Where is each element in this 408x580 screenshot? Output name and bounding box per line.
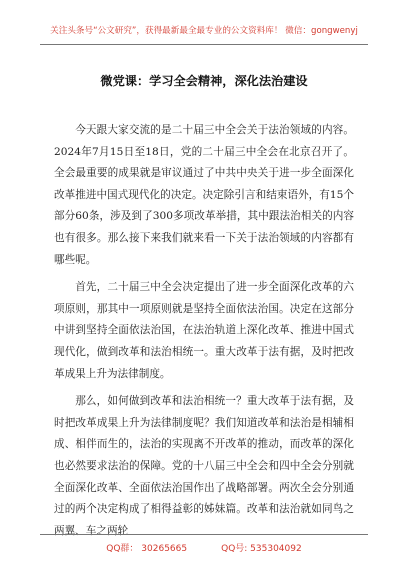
paragraph: 那么，如何做到改革和法治相统一？重大改革于法有据，及时把改革成果上升为法律制度呢？我们知道改革和法治是相辅相成、相伴而生的，法治的实现离不开改革的推动，而改革的深化也必然要求法治的保障。党的十八届三中全会和四中全会分别就全面深化改革、全面依法治国作出了战略部署。两次全会分别通过的两个决定构成了相得益彰的姊妹篇。改革和法治就如同鸟之两翼、车之两轮: [54, 395, 354, 537]
document-body: [54, 120, 354, 548]
header-banner: 关注头条号“公文研究”，获得最新最全最专业的公文资料库！ 微信：gongwenyj: [40, 18, 368, 45]
document-title: 微党课：学习全会精神，深化法治建设: [100, 74, 308, 88]
footer-qq-number: QQ号: 535304092: [221, 544, 302, 554]
paragraph: 今天跟大家交流的是二十届三中全会关于法治领域的内容。2024年7月15日至18日，党的二十届三中全会在北京召开了。全会最重要的成果就是审议通过了中共中央关于进一步全面深化改革推进中国式现代化的决定。决定除引言和结束语外，有15个部分60条，涉及到了300多项改革举措，其中跟法治相关的内容也有很多。那么接下来我们就来看一下关于法治领域的内容都有哪些呢。: [54, 124, 354, 266]
footer-qq-group: QQ群： 30265665: [106, 544, 188, 554]
footer: [40, 534, 368, 554]
paragraph: 首先，二十届三中全会决定提出了进一步全面深化改革的六项原则，那其中一项原则就是坚持全面依法治国。决定在这部分中讲到坚持全面依法治国，在法治轨道上深化改革、推进中国式现代化，做到改革和法治相统一。重大改革于法有据，及时把改革成果上升为法律制度。: [54, 281, 354, 380]
